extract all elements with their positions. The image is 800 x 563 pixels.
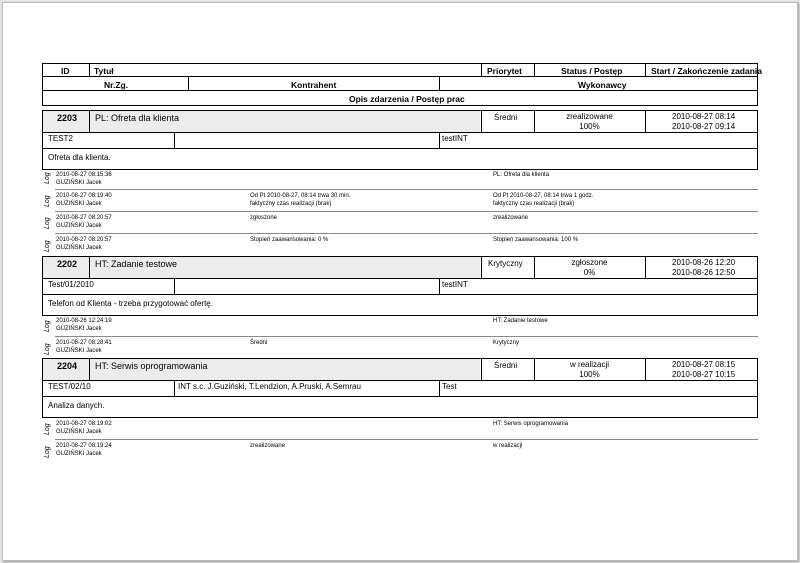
task-status: zgłoszone [571,258,608,267]
header-title: Tytuł [94,66,114,76]
header-nrzg: Nr.Zg. [104,80,129,90]
header-status: Status / Postęp [561,66,623,76]
log-user: GUZIŃSKI Jacek [56,223,102,229]
log-user: GUZIŃSKI Jacek [56,451,102,457]
header-executors: Wykonawcy [578,80,627,90]
task-description: Analiza danych. [48,401,105,410]
header-id: ID [61,66,70,76]
log-new: zrealizowane [493,215,529,221]
log-new: PL: Ofreta dla klienta [493,172,550,178]
header-contractor: Kontrahent [291,80,337,90]
log-new: Od Pt 2010-08-27, 08:14 trwa 1 godz. [493,193,594,199]
task-start: 2010-08-26 12:20 [672,258,736,267]
task-description: Telefon od Klienta - trzeba przygotować ofertę. [48,299,213,308]
log-label: Log [44,172,51,184]
task-priority: Krytyczny [488,259,523,268]
log-old: Średni [250,340,268,346]
log-new: Stopień zaawansowania: 100 % [493,237,579,243]
report-page [2,2,798,561]
log-new: Krytyczny [493,340,520,346]
task-title: HT: Zadanie testowe [95,259,178,269]
log-new: HT: Zadanie testowe [493,318,548,324]
task-end: 2010-08-27 10:15 [672,370,736,379]
task-end: 2010-08-27 09:14 [672,122,736,131]
task-executor: testINT [442,280,468,289]
log-label: Log [44,195,51,207]
log-label: Log [44,240,51,252]
log-time: 2010-08-27 08:20:57 [56,215,112,221]
task-end: 2010-08-26 12:50 [672,268,736,277]
task-details [42,380,758,418]
task-nrzg: TEST/02/10 [48,382,91,391]
log-label: Log [44,343,51,355]
task-details [42,132,758,170]
log-time: 2010-08-27 08:15:36 [56,172,112,178]
task-status: w realizacji [569,360,610,369]
log-time: 2010-08-26 12:24:19 [56,318,112,324]
header-startend: Start / Zakończenie zadania [651,66,763,76]
task-title: HT: Serwis oprogramowania [95,361,208,371]
task-details [42,278,758,316]
log-time: 2010-08-27 08:28:41 [56,340,112,346]
task-id: 2204 [57,361,78,371]
task-start: 2010-08-27 08:14 [672,112,736,121]
log-old: zrealizowane [250,443,286,449]
task-contractor: INT s.c. J.Guziński, T.Lendzion, A.Pruski, A.Semrau [178,382,361,391]
log-user: GUZIŃSKI Jacek [56,180,102,186]
task-nrzg: Test/01/2010 [48,280,94,289]
log-user: GUZIŃSKI Jacek [56,348,102,354]
task-executor: testINT [442,134,468,143]
log-label: Log [44,423,51,435]
task-priority: Średni [494,361,518,370]
log-user: GUZIŃSKI Jacek [56,201,102,207]
log-new: w realizacji [493,443,523,449]
task-executor: Test [442,382,457,391]
log-old: zgłoszone [250,215,278,221]
log-new: HT: Serwis oprogramowania [493,421,569,427]
header-description: Opis zdarzenia / Postęp prac [349,94,465,104]
task-start: 2010-08-27 08:15 [672,360,736,369]
log-old: Od Pt 2010-08-27, 08:14 trwa 30 min. [250,193,351,199]
task-progress: 0% [583,268,596,277]
log-user: GUZIŃSKI Jacek [56,429,102,435]
log-time: 2010-08-27 08:19:40 [56,193,112,199]
task-title: PL: Ofreta dla klienta [95,113,180,123]
log-time: 2010-08-27 08:19:24 [56,443,112,449]
log-old: Stopień zaawansowania: 0 % [250,237,329,243]
task-status: zrealizowane [566,112,613,121]
log-new-detail: faktyczny czas realizacji (brak) [493,201,575,207]
task-description: Ofreta dla klienta. [48,153,111,162]
log-time: 2010-08-27 08:19:02 [56,421,112,427]
log-label: Log [44,446,51,458]
task-nrzg: TEST2 [48,134,73,143]
task-id: 2203 [57,113,78,123]
log-label: Log [44,217,51,229]
task-progress: 100% [579,370,600,379]
task-priority: Średni [494,113,518,122]
log-user: GUZIŃSKI Jacek [56,245,102,251]
log-old-detail: faktyczny czas realizacji (brak) [250,201,332,207]
log-user: GUZIŃSKI Jacek [56,326,102,332]
header-priority: Priorytet [487,66,522,76]
log-label: Log [44,320,51,332]
log-time: 2010-08-27 08:20:57 [56,237,112,243]
task-progress: 100% [579,122,600,131]
task-id: 2202 [57,259,78,269]
